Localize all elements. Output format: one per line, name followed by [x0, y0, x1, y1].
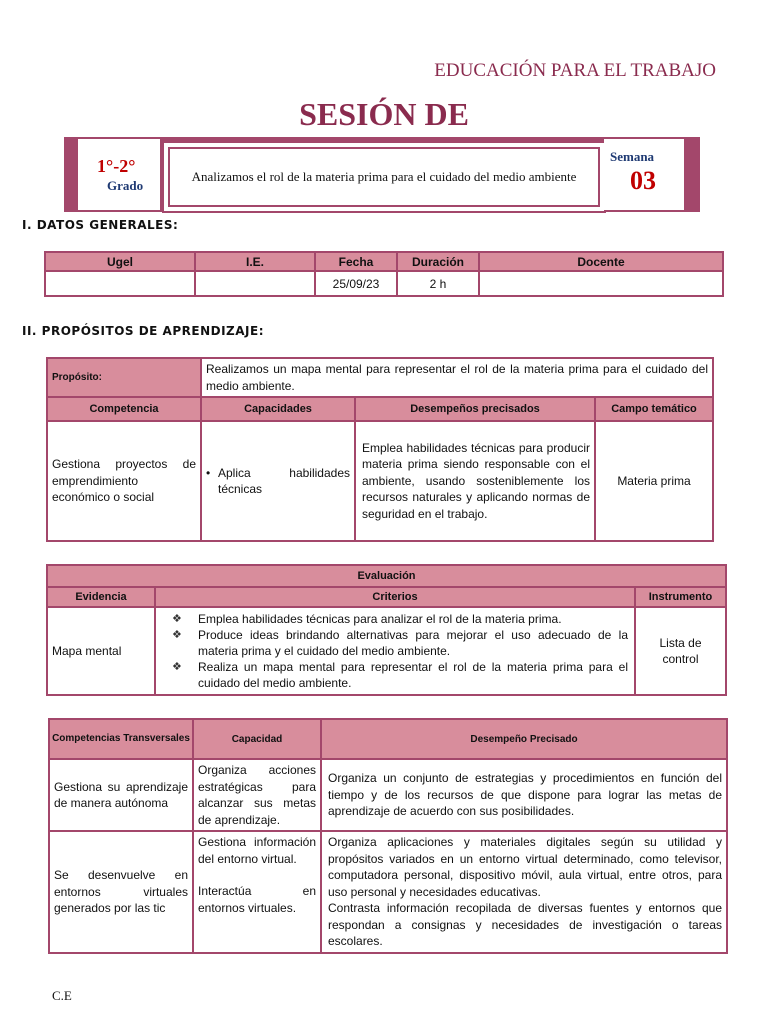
col-capacidades: Capacidades [202, 398, 354, 420]
duracion-value: 2 h [398, 272, 478, 295]
ie-value [196, 272, 314, 295]
desempeno-value: Emplea habilidades técnicas para producir materia prima siendo responsable con el ambiente, usando sosteniblemente los recursos naturales y aplicando normas de seguridad en el trabajo. [356, 422, 594, 540]
datos-generales-table [44, 251, 724, 297]
col-competencia: Competencia [48, 398, 200, 420]
col-ugel: Ugel [46, 253, 194, 270]
capacidad-cell [202, 422, 354, 540]
col-docente: Docente [480, 253, 722, 270]
grade-label: Grado [107, 178, 144, 193]
capacidad-value: Aplica habilidades técnicas [218, 465, 350, 496]
session-title: SESIÓN DE [299, 96, 469, 132]
transversal-competencia-2: Se desenvuelve en entornos virtuales generados por las tic [50, 832, 192, 952]
bullet-icon: • [206, 465, 211, 480]
evaluacion-table [46, 564, 727, 696]
footer-text: C.E [52, 988, 72, 1003]
proposito-text: Realizamos un mapa mental para representar el rol de la materia prima para el cuidado del medio ambiente. [202, 359, 712, 396]
ugel-value [46, 272, 194, 295]
col-criterios: Criterios [156, 588, 634, 606]
proposito-label: Propósito: [48, 359, 200, 396]
instrumento-value: Lista de control [636, 608, 725, 694]
transversal-desempeno-2b: Contrasta información recopilada de diversas fuentes y entornos que respondan a consignas y necesidades de investigación o tareas escolares. [328, 901, 722, 948]
area-title: EDUCACIÓN PARA EL TRABAJO [434, 60, 716, 81]
col-instrumento: Instrumento [636, 588, 725, 606]
session-topic: Analizamos el rol de la materia prima para el cuidado del medio ambiente [168, 147, 600, 207]
fecha-value: 25/09/23 [316, 272, 396, 295]
col-evidencia: Evidencia [48, 588, 154, 606]
week-label: Semana [610, 149, 655, 164]
campo-value: Materia prima [596, 422, 712, 540]
criterio-item: ❖ Emplea habilidades técnicas para analizar el rol de la materia prima. [160, 611, 628, 627]
evidencia-value: Mapa mental [48, 608, 154, 694]
section-propositos: II. PROPÓSITOS DE APRENDIZAJE: [22, 324, 264, 338]
transversales-table [48, 718, 728, 954]
col-ie: I.E. [196, 253, 314, 270]
col-duracion: Duración [398, 253, 478, 270]
docente-value [480, 272, 722, 295]
criterios-cell [156, 608, 634, 694]
criterio-item: ❖ Produce ideas brindando alternativas para mejorar el uso adecuado de la materia prima y el cuidado del medio ambiente. [160, 627, 628, 659]
col-fecha: Fecha [316, 253, 396, 270]
propositos-table [46, 357, 714, 542]
grade-value: 1°-2° [97, 156, 136, 176]
col-desempeno-precisado: Desempeño Precisado [322, 720, 726, 758]
week-number: 03 [630, 166, 656, 195]
transversal-desempeno-1: Organiza un conjunto de estrategias y procedimientos en función del tiempo y de los recursos de que dispone para lograr las metas de aprendizaje de acuerdo con sus posibilidades. [322, 760, 726, 830]
section-datos-generales: I. DATOS GENERALES: [22, 218, 179, 232]
transversal-capacidad-2b: Interactúa en entornos virtuales. [198, 884, 316, 915]
evaluacion-title: Evaluación [48, 566, 725, 586]
transversal-competencia-1: Gestiona su aprendizaje de manera autónoma [50, 760, 192, 830]
col-competencias-transversales: Competencias Transversales [50, 720, 192, 758]
transversal-capacidad-1: Organiza acciones estratégicas para alcanzar sus metas de aprendizaje. [194, 760, 320, 830]
competencia-value: Gestiona proyectos de emprendimiento económico o social [48, 422, 200, 540]
transversal-capacidad-2-cell [194, 832, 320, 952]
col-capacidad: Capacidad [194, 720, 320, 758]
col-campo-tematico: Campo temático [596, 398, 712, 420]
criterio-item: ❖ Realiza un mapa mental para representar el rol de la materia prima para el cuidado del medio ambiente. [160, 659, 628, 691]
transversal-desempeno-2-cell [322, 832, 726, 952]
col-desempenos: Desempeños precisados [356, 398, 594, 420]
transversal-capacidad-2a: Gestiona información del entorno virtual. [198, 835, 316, 866]
transversal-desempeno-2a: Organiza aplicaciones y materiales digitales según su utilidad y propósitos variados en un entorno virtual determinado, como televisor, computadora personal, dispositivo móvil, aula virtual, entre otros, para uso personal y necesidades educativas. [328, 835, 722, 899]
